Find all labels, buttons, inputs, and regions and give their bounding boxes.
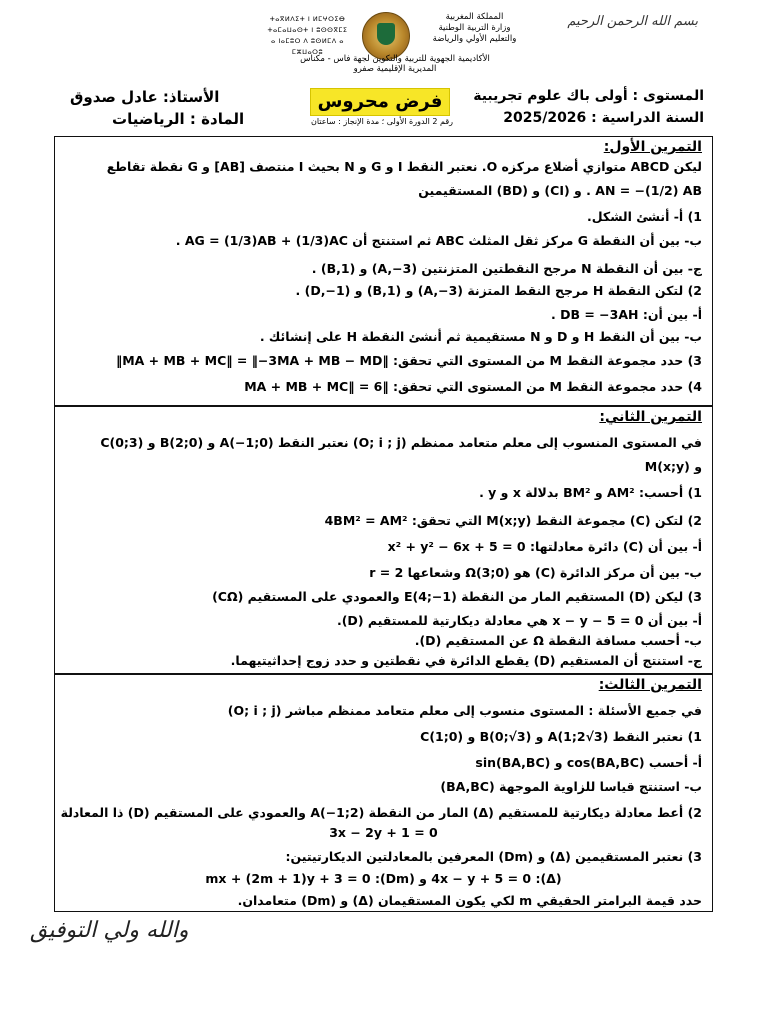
exercise-line: أ- أحسب cos(BA,BC) و sin(BA,BC): [475, 755, 702, 770]
exercise-line: 3) ليكن (D) المستقيم المار من النقطة E(4;−1) والعمودي على المستقيم (CΩ): [212, 589, 702, 604]
exercise-line: 1) أحسب: AM² و BM² بدلالة x و y .: [479, 485, 702, 500]
school-year: السنة الدراسية : 2025/2026: [503, 110, 704, 126]
exercise-3: [54, 674, 713, 912]
closing-signature: والله ولي التوفيق: [30, 918, 189, 943]
exercise-line: 3) نعتبر المستقيمين (Δ) و (Dm) المعرفين بالمعادلتين الديكارتيتين:: [285, 849, 702, 864]
exercise-title: التمرين الأول:: [603, 139, 702, 155]
exercise-line: 1) نعتبر النقط A(1;2√3) و B(0;√3) و C(1;0): [420, 729, 702, 744]
exercise-line: ب- بين أن مركز الدائرة (C) هو Ω(3;0) وشعاعها r = 2: [369, 565, 702, 580]
exercise-1: [54, 136, 713, 406]
teacher: الأستاذ: عادل صدوق: [70, 88, 220, 106]
exercise-line: 1) أ- أنشئ الشكل.: [587, 209, 702, 224]
exercise-line: ب- بين أن النقطة G مركز ثقل المثلث ABC ثم استنتج أن AG = (1/3)AB + (1/3)AC .: [175, 233, 702, 248]
exercise-line: 2) لتكن النقطة H مرجح النقط المتزنة (A,−3) و (B,1) و (D,−1) .: [295, 283, 702, 298]
exercise-line: في جميع الأسئلة : المستوى منسوب إلى معلم متعامد ممنظم مباشر (O; i ; j): [227, 703, 702, 718]
exercise-line: ج- بين أن النقطة N مرجح النقطتين المتزنتين (A,−3) و (B,1) .: [311, 261, 702, 276]
exam-title: فرض محروس: [310, 88, 450, 116]
exam-subtitle: رقم 2 الدورة الأولى ؛ مدة الإنجاز : ساعتان: [310, 117, 454, 126]
exercise-line: 4) حدد مجموعة النقط M من المستوى التي تحقق: ‖MA + MB + MC‖ = 6: [244, 379, 702, 394]
level: المستوى : أولى باك علوم تجريبية: [473, 88, 704, 104]
exercise-line: ج- استنتج أن المستقيم (D) يقطع الدائرة في نقطتين و حدد زوج إحداثيتيهما.: [230, 653, 702, 668]
exercise-line: 3) حدد مجموعة النقط M من المستوى التي تحقق: ‖MA + MB + MC‖ = ‖−3MA + MB − MD‖: [115, 353, 702, 368]
exercise-line: ب- استنتج قياسا للزاوية الموجهة (BA,BC): [440, 779, 702, 794]
academy-name: الأكاديمية الجهوية للتربية والتكوين لجهة فاس - مكناس المديرية الإقليمية صفرو: [300, 54, 490, 74]
ministry-arabic: المملكة المغربية وزارة التربية الوطنية والتعليم الأولي والرياضة: [432, 12, 517, 44]
exercise-line: ليكن ABCD متوازي أضلاع مركزه O. نعتبر النقط I و G و N بحيث I منتصف [AB] و G نقطة تقاطع: [106, 159, 702, 174]
equation-line: (Δ): 4x − y + 5 = 0 و (Dm): mx + (2m + 1)y + 3 = 0: [205, 871, 562, 886]
exercise-line: و M(x;y): [644, 459, 702, 474]
exercise-2: [54, 406, 713, 674]
exercise-line: 2) أعط معادلة ديكارتية للمستقيم (Δ) المار من النقطة A(−1;2) والعمودي على المستقيم (D) ذا المعادلة: [60, 805, 702, 820]
exercise-line: أ- بين أن (C) دائرة معادلتها: x² + y² − 6x + 5 = 0: [387, 539, 702, 554]
exercise-line: في المستوى المنسوب إلى معلم متعامد ممنظم (O; i ; j) نعتبر النقط A(−1;0) و B(2;0) و C(0;3): [100, 435, 702, 450]
basmala: بسم الله الرحمن الرحيم: [567, 14, 698, 29]
subject: المادة : الرياضيات: [112, 110, 245, 128]
ministry-tifinagh: ⵜⴰⴳⵍⴷⵉⵜ ⵏ ⵍⵎⵖⵔⵉⴱ ⵜⴰⵎⴰⵡⴰⵙⵜ ⵏ ⵓⵙⵙⴳⵎⵉ ⴰ ⵏⴰⵎⵓⵔ ⴷ ⵓⵙⵍⵎⴷ ⴰ ⵎⵣⵡⴰⵔⵓ: [267, 15, 348, 56]
exercise-line: أ- بين أن x − y − 5 = 0 هي معادلة ديكارتية للمستقيم (D).: [336, 613, 702, 628]
exercise-line: 2) لتكن (C) مجموعة النقط M(x;y) التي تحقق: 4BM² = AM²: [324, 513, 702, 528]
exercise-line: حدد قيمة البرامتر الحقيقي m لكي يكون المستقيمان (Δ) و (Dm) متعامدان.: [237, 893, 702, 908]
exercise-line: AN = −(1/2) AB . و (CI) و (BD) المستقيمين: [418, 183, 702, 198]
equation-line: 3x − 2y + 1 = 0: [329, 825, 438, 840]
exercise-title: التمرين الثاني:: [599, 409, 702, 425]
document-header: [0, 0, 768, 138]
exercise-line: ب- أحسب مسافة النقطة Ω عن المستقيم (D).: [414, 633, 702, 648]
exercise-title: التمرين الثالث:: [598, 677, 702, 693]
exercise-line: أ- بين أن: DB = −3AH .: [550, 307, 702, 322]
exercise-line: ب- بين أن النقط H و D و N مستقيمية ثم أنشئ النقطة H على إنشائك .: [259, 329, 702, 344]
royal-emblem-icon: [362, 12, 410, 60]
